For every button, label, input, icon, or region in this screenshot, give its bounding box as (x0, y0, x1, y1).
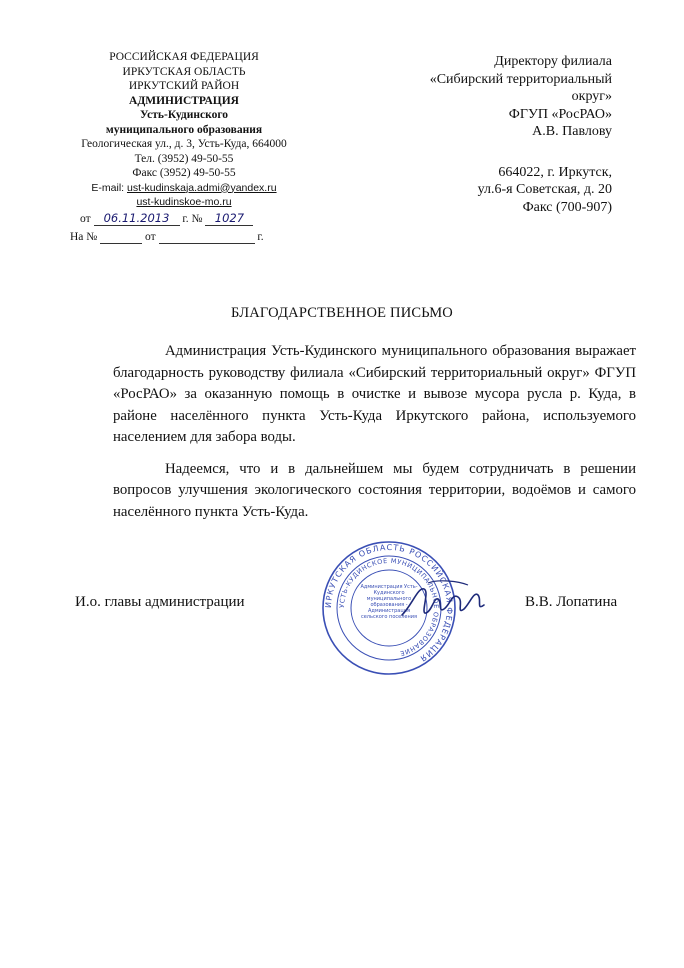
stamp-center-text: Администрация Усть-Кудинского муниципального образования - Администрация сельского поселения (360, 584, 418, 620)
signatory-position: И.о. главы администрации (75, 594, 245, 610)
sender-address: Геологическая ул., д. 3, Усть-Куда, 664000 (81, 138, 287, 150)
sender-block (64, 50, 304, 210)
sender-email-link[interactable]: ust-kudinskaja.admi@yandex.ru (127, 181, 277, 194)
registration-line (80, 211, 253, 226)
sender-email-line (64, 181, 304, 196)
sender-org: АДМИНИСТРАЦИЯ (129, 94, 239, 107)
sender-country: РОССИЙСКАЯ ФЕДЕРАЦИЯ (109, 51, 259, 63)
sender-org-name: Усть-Кудинского (139, 109, 229, 121)
sender-fax: Факс (3952) 49-50-55 (132, 167, 236, 179)
recipient-position: Директору филиала (494, 54, 612, 69)
signatory-name: В.В. Лопатина (525, 594, 618, 610)
reg-date: 06.11.2013 (94, 211, 180, 226)
ref-year: г. (257, 231, 264, 243)
recipient-city: 664022, г. Иркутск, (498, 164, 612, 180)
ref-number-blank (100, 232, 142, 244)
handwritten-signature (398, 575, 490, 627)
recipient-branch: «Сибирский территориальный округ» (429, 71, 612, 104)
ref-date-blank (159, 232, 255, 244)
ref-label: На № (70, 231, 98, 243)
stamp-inner-text: УСТЬ-КУДИНСКОЕ МУНИЦИПАЛЬНОЕ ОБРАЗОВАНИЕ (337, 556, 441, 658)
body-paragraph-2: Надеемся, что и в дальнейшем мы будем сотрудничать в решении вопросов улучшения экологического состояния территории, водоёмов и самого населённого пункта Усть-Куда. (113, 460, 636, 520)
sender-district: ИРКУТСКИЙ РАЙОН (128, 80, 240, 92)
letter-body (113, 341, 636, 533)
reg-number: 1027 (205, 211, 253, 226)
sender-website-link[interactable]: ust-kudinskoe-mo.ru (136, 196, 232, 208)
stamp-outer-text: ИРКУТСКАЯ ОБЛАСТЬ РОССИЙСКАЯ ФЕДЕРАЦИЯ (323, 542, 455, 664)
reg-number-label: № (191, 213, 203, 225)
recipient-fax: Факс (700-907) (522, 199, 612, 215)
body-paragraph-1: Администрация Усть-Кудинского муниципального образования выражает благодарность руководству филиала «Сибирский территориальный округ» ФГУП «РосРАО» за оказанную помощь в очистке и вывозе мусора русла р. Куда, в районе населённого пункта Усть-Куда Иркутского района, используемого населением для забора воды. (113, 343, 636, 445)
reference-line (70, 230, 264, 244)
recipient-block (400, 53, 612, 216)
ref-from: от (145, 231, 156, 243)
sender-region: ИРКУТСКАЯ ОБЛАСТЬ (122, 65, 246, 78)
sender-email-label: E-mail: (91, 181, 127, 194)
sender-org-type: муниципального образования (105, 123, 263, 136)
recipient-name: А.В. Павлову (532, 124, 612, 139)
recipient-company: ФГУП «РосРАО» (508, 106, 612, 122)
letter-title: БЛАГОДАРСТВЕННОЕ ПИСЬМО (231, 305, 453, 321)
sender-phone: Тел. (3952) 49-50-55 (134, 152, 234, 165)
reg-year-suffix: г. (182, 213, 189, 225)
reg-from-label: от (80, 213, 91, 225)
recipient-street: ул.6-я Советская, д. 20 (477, 182, 612, 197)
